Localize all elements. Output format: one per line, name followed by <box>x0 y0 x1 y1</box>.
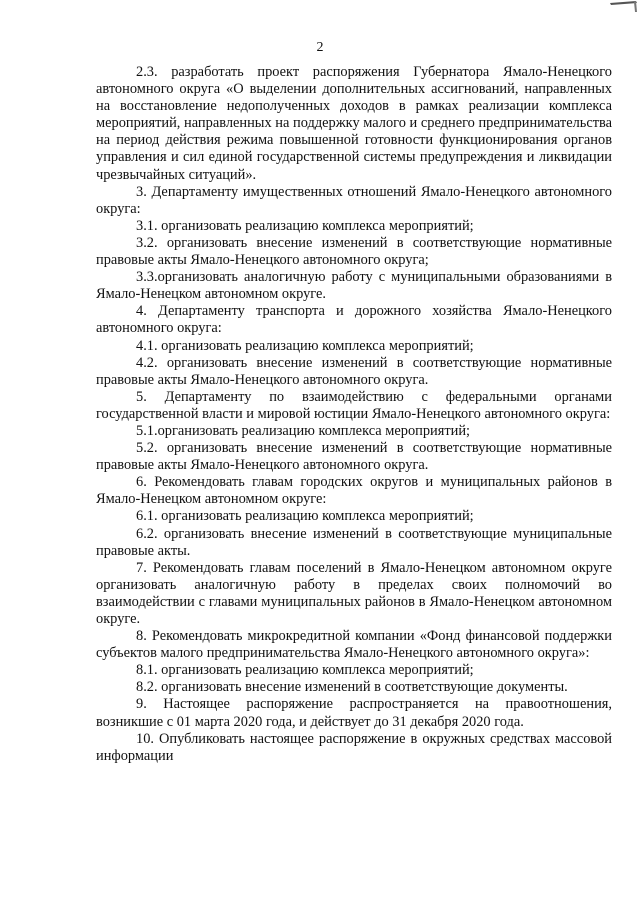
paragraph-9: 9. Настоящее распоряжение распространяется на правоотношения, возникшие с 01 марта 2020 года, и действует до 31 декабря 2020 года. <box>96 696 612 730</box>
page-number: 2 <box>316 40 324 55</box>
paragraph-3: 3. Департаменту имущественных отношений Ямало-Ненецкого автономного округа: <box>96 183 612 217</box>
paragraph-6: 6. Рекомендовать главам городских округов и муниципальных районов в Ямало-Ненецком автономном округе: <box>96 474 612 508</box>
document-body <box>96 64 612 765</box>
paragraph-6-2: 6.2. организовать внесение изменений в соответствующие муниципальные правовые акты. <box>96 525 612 559</box>
paragraph-2-3: 2.3. разработать проект распоряжения Губернатора Ямало-Ненецкого автономного округа «О выделении дополнительных ассигнований, направленных на восстановление недополученных доходов в рамках реализации комплекса мероприятий, направленных на поддержку малого и среднего предпринимательства на период действия режима повышенной готовности функционирования органов управления и сил единой государственной системы предупреждения и ликвидации чрезвычайных ситуаций». <box>96 64 612 183</box>
paragraph-5-2: 5.2. организовать внесение изменений в соответствующие нормативные правовые акты Ямало-Ненецкого автономного округа. <box>96 440 612 474</box>
paragraph-8: 8. Рекомендовать микрокредитной компании «Фонд финансовой поддержки субъектов малого предпринимательства Ямало-Ненецкого автономного округа»: <box>96 628 612 662</box>
paragraph-4-1: 4.1. организовать реализацию комплекса мероприятий; <box>136 337 474 354</box>
paragraph-5: 5. Департаменту по взаимодействию с федеральными органами государственной власти и мировой юстиции Ямало-Ненецкого автономного округа: <box>96 388 612 422</box>
paragraph-7: 7. Рекомендовать главам поселений в Ямало-Ненецком автономном округе организовать аналогичную работу в пределах своих полномочий во взаимодействии с главами муниципальных районов в Ямало-Ненецком автономном округе. <box>96 559 612 627</box>
paragraph-3-1: 3.1. организовать реализацию комплекса мероприятий; <box>136 217 474 234</box>
paragraph-10: 10. Опубликовать настоящее распоряжение в окружных средствах массовой информации <box>96 730 612 764</box>
paragraph-4: 4. Департаменту транспорта и дорожного хозяйства Ямало-Ненецкого автономного округа: <box>96 303 612 337</box>
paragraph-3-2: 3.2. организовать внесение изменений в соответствующие нормативные правовые акты Ямало-Ненецкого автономного округа; <box>96 234 612 269</box>
paragraph-5-1: 5.1.организовать реализацию комплекса мероприятий; <box>136 422 471 439</box>
scan-corner-mark <box>606 0 640 16</box>
paragraph-6-1: 6.1. организовать реализацию комплекса мероприятий; <box>136 508 474 525</box>
paragraph-8-2: 8.2. организовать внесение изменений в соответствующие документы. <box>136 679 568 696</box>
paragraph-3-3: 3.3.организовать аналогичную работу с муниципальными образованиями в Ямало-Ненецком автономном округе. <box>96 269 612 303</box>
paragraph-8-1: 8.1. организовать реализацию комплекса мероприятий; <box>136 662 474 679</box>
paragraph-4-2: 4.2. организовать внесение изменений в соответствующие нормативные правовые акты Ямало-Ненецкого автономного округа. <box>96 354 612 388</box>
